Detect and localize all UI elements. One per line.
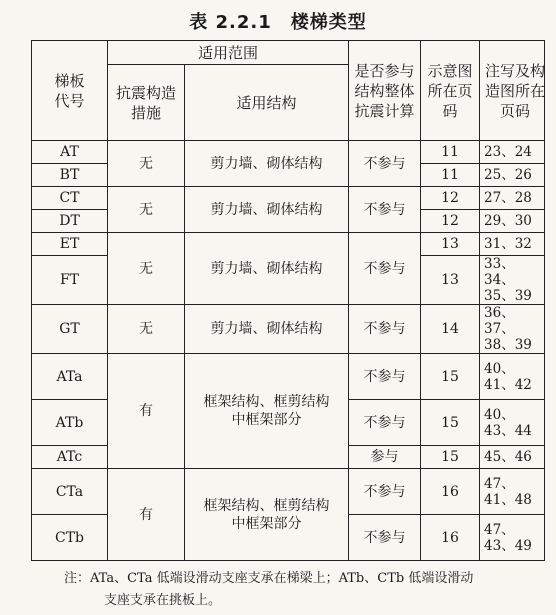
- code-cell: DT: [32, 210, 108, 233]
- diagram-page-cell: 15: [421, 400, 480, 446]
- participate-cell: 不参与: [349, 400, 421, 446]
- measure-cell: 无: [108, 305, 185, 354]
- note-line-1: 注：ATa、CTa 低端设滑动支座支承在梯梁上；ATb、CTb 低端设滑动: [64, 571, 474, 586]
- table-row: [32, 354, 545, 400]
- header-diagram-page: 示意图所在页码: [421, 41, 480, 141]
- notes-page-cell: 23、24: [480, 141, 545, 164]
- participate-cell: 参与: [349, 446, 421, 469]
- code-cell: CTb: [32, 515, 108, 561]
- table-title: 表 2.2.1 楼梯类型: [189, 12, 367, 33]
- notes-page-cell: 31、32: [480, 233, 545, 256]
- code-cell: ET: [32, 233, 108, 256]
- diagram-page-cell: 14: [421, 305, 480, 354]
- measure-cell: 无: [108, 141, 185, 187]
- note-line-2: 支座支承在挑板上。: [104, 593, 222, 608]
- participate-cell: 不参与: [349, 469, 421, 515]
- notes-page-cell: 25、26: [480, 164, 545, 187]
- diagram-page-cell: 12: [421, 187, 480, 210]
- table-row: [32, 469, 545, 515]
- code-cell: FT: [32, 256, 108, 305]
- notes-page-cell: 27、28: [480, 187, 545, 210]
- code-cell: BT: [32, 164, 108, 187]
- participate-cell: 不参与: [349, 187, 421, 233]
- notes-page-cell: 40、41、42: [480, 354, 545, 400]
- header-participate: 是否参与结构整体抗震计算: [349, 41, 421, 141]
- notes-page-cell: 40、43、44: [480, 400, 545, 446]
- table-row: [32, 305, 545, 354]
- participate-cell: 不参与: [349, 141, 421, 187]
- participate-cell: 不参与: [349, 515, 421, 561]
- diagram-page-cell: 13: [421, 256, 480, 305]
- header-row: [32, 41, 545, 65]
- diagram-page-cell: 11: [421, 141, 480, 164]
- structure-cell: 剪力墙、砌体结构: [185, 233, 349, 305]
- structure-cell: 框架结构、框剪结构中框架部分: [185, 469, 349, 561]
- participate-cell: 不参与: [349, 233, 421, 305]
- code-cell: ATa: [32, 354, 108, 400]
- diagram-page-cell: 12: [421, 210, 480, 233]
- header-structure: 适用结构: [185, 65, 349, 141]
- header-notes-page: 注写及构造图所在页码: [480, 41, 545, 141]
- diagram-page-cell: 16: [421, 515, 480, 561]
- header-seismic-measure: 抗震构造措施: [108, 65, 185, 141]
- code-cell: ATc: [32, 446, 108, 469]
- header-code: 梯板代号: [32, 41, 108, 141]
- measure-cell: 有: [108, 469, 185, 561]
- diagram-page-cell: 13: [421, 233, 480, 256]
- measure-cell: 无: [108, 187, 185, 233]
- notes-page-cell: 29、30: [480, 210, 545, 233]
- measure-cell: 有: [108, 354, 185, 469]
- structure-cell: 框架结构、框剪结构中框架部分: [185, 354, 349, 469]
- diagram-page-cell: 15: [421, 354, 480, 400]
- structure-cell: 剪力墙、砌体结构: [185, 187, 349, 233]
- table-row: [32, 233, 545, 256]
- notes-page-cell: 45、46: [480, 446, 545, 469]
- notes-page-cell: 33、34、35、39: [480, 256, 545, 305]
- code-cell: CT: [32, 187, 108, 210]
- notes-page-cell: 47、43、49: [480, 515, 545, 561]
- notes-page-cell: 47、41、48: [480, 469, 545, 515]
- table-note: [64, 568, 534, 612]
- measure-cell: 无: [108, 233, 185, 305]
- structure-cell: 剪力墙、砌体结构: [185, 141, 349, 187]
- code-cell: AT: [32, 141, 108, 164]
- participate-cell: 不参与: [349, 354, 421, 400]
- header-scope: 适用范围: [108, 41, 349, 65]
- diagram-page-cell: 16: [421, 469, 480, 515]
- table-row: [32, 187, 545, 210]
- diagram-page-cell: 11: [421, 164, 480, 187]
- code-cell: CTa: [32, 469, 108, 515]
- code-cell: ATb: [32, 400, 108, 446]
- stair-type-table: [31, 40, 545, 561]
- structure-cell: 剪力墙、砌体结构: [185, 305, 349, 354]
- code-cell: GT: [32, 305, 108, 354]
- diagram-page-cell: 15: [421, 446, 480, 469]
- notes-page-cell: 36、37、38、39: [480, 305, 545, 354]
- table-row: [32, 141, 545, 164]
- participate-cell: 不参与: [349, 305, 421, 354]
